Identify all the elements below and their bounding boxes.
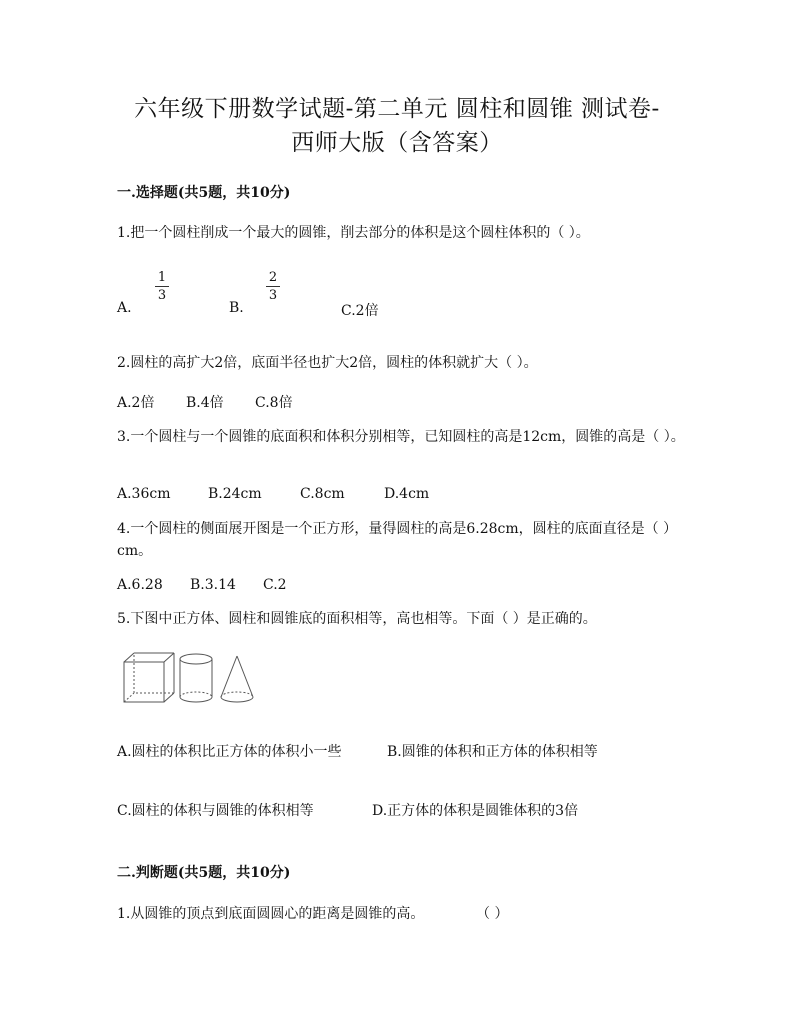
q2-option-a[interactable]: A.2倍 [117, 395, 155, 411]
q3-option-a[interactable]: A.36cm [117, 486, 171, 502]
fraction-bar [155, 286, 169, 287]
section-heading-choice: 一.选择题(共5题，共10分) [117, 185, 291, 201]
q4-option-a[interactable]: A.6.28 [117, 577, 163, 593]
section-heading-judgement: 二.判断题(共5题，共10分) [117, 865, 291, 881]
judgement-question-1-blank[interactable]: （ ） [476, 906, 509, 922]
q1-option-b-label[interactable]: B. [229, 300, 244, 316]
page-title-line-1: 六年级下册数学试题-第二单元 圆柱和圆锥 测试卷- [134, 96, 660, 122]
question-5-text: 5.下图中正方体、圆柱和圆锥底的面积相等，高也相等。下面（ ）是正确的。 [117, 611, 597, 627]
question-1-text: 1.把一个圆柱削成一个最大的圆锥，削去部分的体积是这个圆柱体积的（ ）。 [117, 225, 590, 241]
q1-option-b-denominator: 3 [268, 288, 278, 303]
judgement-question-1-text: 1.从圆锥的顶点到底面圆圆心的距离是圆锥的高。 [117, 906, 425, 922]
q5-option-b[interactable]: B.圆锥的体积和正方体的体积相等 [387, 744, 598, 760]
q4-option-b[interactable]: B.3.14 [190, 577, 236, 593]
q1-option-a-numerator: 1 [157, 270, 167, 285]
q2-option-c[interactable]: C.8倍 [255, 395, 293, 411]
q5-option-d[interactable]: D.正方体的体积是圆锥体积的3倍 [372, 803, 579, 819]
q5-option-a[interactable]: A.圆柱的体积比正方体的体积小一些 [117, 744, 342, 760]
question-4-text: 4.一个圆柱的侧面展开图是一个正方形，量得圆柱的高是6.28cm，圆柱的底面直径是（ ）cm。 [117, 521, 678, 559]
q1-option-b-numerator: 2 [268, 270, 278, 285]
cone-icon [221, 656, 253, 702]
q5-option-c[interactable]: C.圆柱的体积与圆锥的体积相等 [117, 803, 314, 819]
q3-option-b[interactable]: B.24cm [208, 486, 262, 502]
q2-option-b[interactable]: B.4倍 [186, 395, 224, 411]
q1-option-b-fraction [266, 270, 280, 303]
cube-icon [124, 653, 174, 702]
question-2-text: 2.圆柱的高扩大2倍，底面半径也扩大2倍，圆柱的体积就扩大（ ）。 [117, 355, 538, 371]
q1-option-a-fraction [155, 270, 169, 303]
solids-figure [122, 650, 262, 706]
question-3-text: 3.一个圆柱与一个圆锥的底面积和体积分别相等，已知圆柱的高是12cm，圆锥的高是（ ）。 [117, 429, 685, 445]
q1-option-a-label[interactable]: A. [117, 300, 132, 316]
q3-option-d[interactable]: D.4cm [384, 486, 430, 502]
q1-option-c[interactable]: C.2倍 [341, 303, 379, 319]
fraction-bar [266, 286, 280, 287]
page-title-line-2: 西师大版（含答案） [291, 130, 503, 156]
q4-option-c[interactable]: C.2 [263, 577, 287, 593]
cylinder-icon [180, 654, 212, 702]
q1-option-a-denominator: 3 [157, 288, 167, 303]
q3-option-c[interactable]: C.8cm [300, 486, 345, 502]
